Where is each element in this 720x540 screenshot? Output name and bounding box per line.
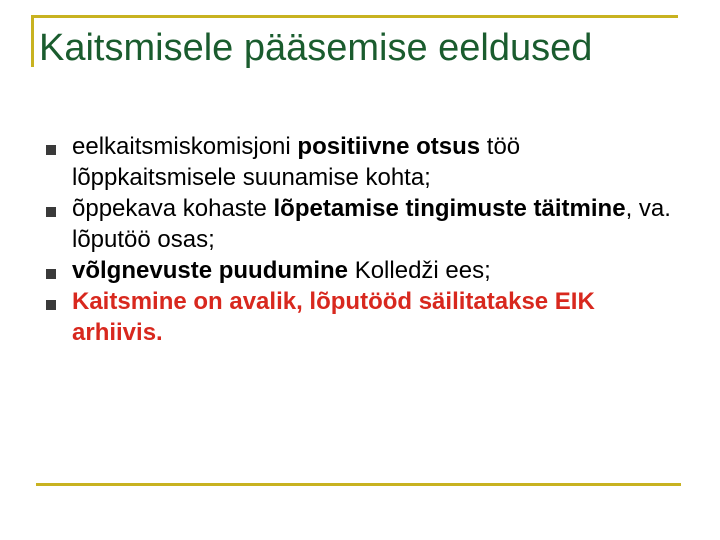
bullet-item-2 [46, 193, 686, 255]
bullet-2-text-2: , va. lõputöö osas; [72, 195, 671, 253]
bullet-4-highlight-text: Kaitsmine on avalik, lõputööd säilitatakse EIK arhiivis. [72, 288, 595, 346]
title-frame-top-line [31, 15, 678, 18]
bullet-1-text-2: töö lõppkaitsmisele suunamise kohta; [72, 133, 521, 191]
square-bullet-icon [46, 300, 56, 310]
bullet-list [46, 131, 686, 348]
bullet-item-3 [46, 255, 686, 286]
square-bullet-icon [46, 145, 56, 155]
bullet-item-1 [46, 131, 686, 193]
square-bullet-icon [46, 269, 56, 279]
bullet-item-4 [46, 286, 686, 348]
slide-title: Kaitsmisele pääsemise eeldused [39, 27, 593, 69]
title-frame-left-line [31, 15, 34, 67]
bullet-1-text-1: eelkaitsmiskomisjoni [72, 133, 298, 160]
bullet-3-bold-text: võlgnevuste puudumine [72, 257, 349, 284]
bullet-2-bold-text: lõpetamise tingimuste täitmine [273, 195, 626, 222]
square-bullet-icon [46, 207, 56, 217]
bullet-2-text-1: õppekava kohaste [72, 195, 274, 222]
bullet-1-bold-text: positiivne otsus [297, 133, 481, 160]
bottom-divider-line [36, 483, 681, 486]
bullet-3-text-1: Kolledži ees; [348, 257, 491, 284]
